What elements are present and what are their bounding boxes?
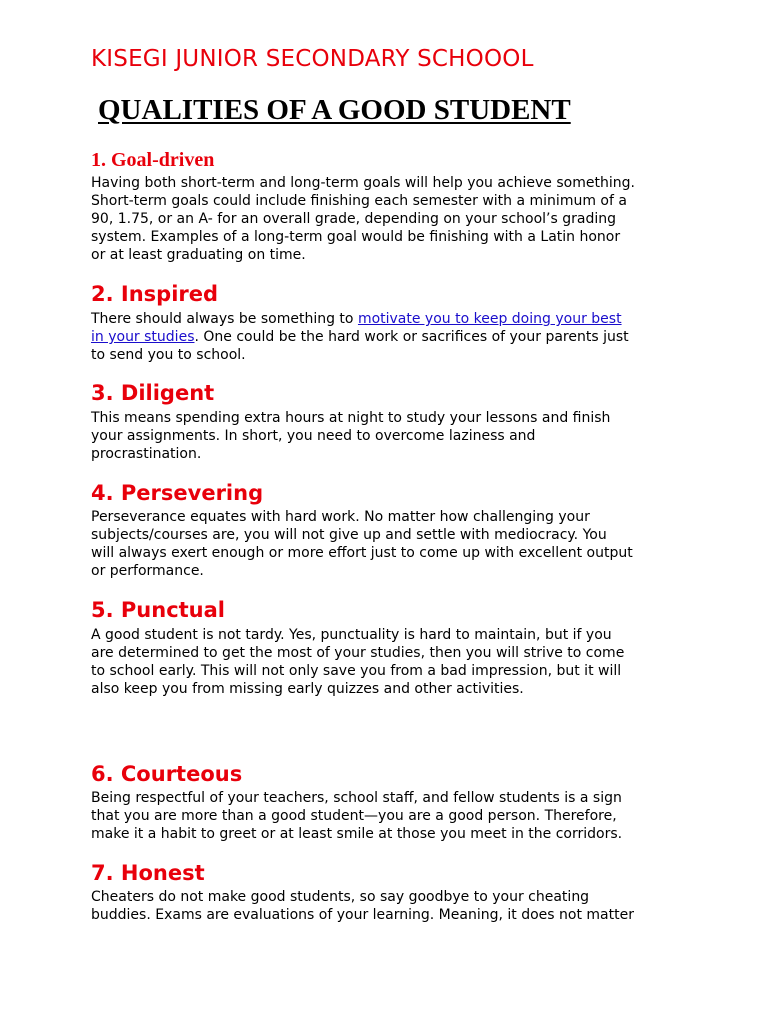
section-heading-honest: 7. Honest <box>91 861 205 885</box>
body-line: A good student is not tardy. Yes, punctuality is hard to maintain, but if you <box>91 627 612 643</box>
body-line: to school early. This will not only save you from a bad impression, but it will <box>91 663 622 679</box>
body-line: procrastination. <box>91 446 202 462</box>
body-line: subjects/courses are, you will not give up and settle with mediocracy. You <box>91 527 607 543</box>
section-heading-punctual: 5. Punctual <box>91 598 225 622</box>
motivation-link[interactable]: motivate you to keep doing your best <box>357 311 622 327</box>
body-line: or at least graduating on time. <box>91 247 306 263</box>
body-line: are determined to get the most of your studies, then you will strive to come <box>91 645 625 661</box>
body-line: system. Examples of a long-term goal would be finishing with a Latin honor <box>91 229 621 245</box>
section-body-goal-driven <box>91 174 691 264</box>
section-heading-goal-driven: 1. Goal-driven <box>91 149 215 171</box>
body-line: This means spending extra hours at night to study your lessons and finish <box>91 410 611 426</box>
section-heading-diligent: 3. Diligent <box>91 381 215 405</box>
body-text: There should always be something to <box>91 311 358 327</box>
body-line: 90, 1.75, or an A- for an overall grade, depending on your school’s grading <box>91 211 616 227</box>
body-line: that you are more than a good student—you are a good person. Therefore, <box>91 808 617 824</box>
section-body-diligent <box>91 409 691 463</box>
motivation-link-continued[interactable]: in your studies <box>91 329 195 345</box>
section-heading-inspired: 2. Inspired <box>91 282 219 306</box>
body-line: Short-term goals could include finishing each semester with a minimum of a <box>91 193 627 209</box>
section-body-punctual <box>91 626 691 698</box>
section-heading-persevering: 4. Persevering <box>91 481 264 505</box>
body-line: will always exert enough or more effort just to come up with excellent output <box>91 545 633 561</box>
body-line: Being respectful of your teachers, school staff, and fellow students is a sign <box>91 790 622 806</box>
section-body-courteous <box>91 789 691 843</box>
body-line: Having both short-term and long-term goals will help you achieve something. <box>91 175 635 191</box>
body-line: also keep you from missing early quizzes and other activities. <box>91 681 524 697</box>
body-line: your assignments. In short, you need to overcome laziness and <box>91 428 536 444</box>
page-title: QUALITIES OF A GOOD STUDENT <box>98 94 571 126</box>
section-body-honest <box>91 888 691 924</box>
body-line: make it a habit to greet or at least smile at those you meet in the corridors. <box>91 826 623 842</box>
section-heading-courteous: 6. Courteous <box>91 762 243 786</box>
school-name: KISEGI JUNIOR SECONDARY SCHOOOL <box>91 46 534 72</box>
section-body-inspired <box>91 310 691 364</box>
section-body-persevering <box>91 508 691 580</box>
body-line: buddies. Exams are evaluations of your learning. Meaning, it does not matter <box>91 907 634 923</box>
body-line: to send you to school. <box>91 347 246 363</box>
body-text: . One could be the hard work or sacrifices of your parents just <box>194 329 629 345</box>
body-line: or performance. <box>91 563 204 579</box>
body-line: Perseverance equates with hard work. No matter how challenging your <box>91 509 590 525</box>
body-line: Cheaters do not make good students, so say goodbye to your cheating <box>91 889 590 905</box>
